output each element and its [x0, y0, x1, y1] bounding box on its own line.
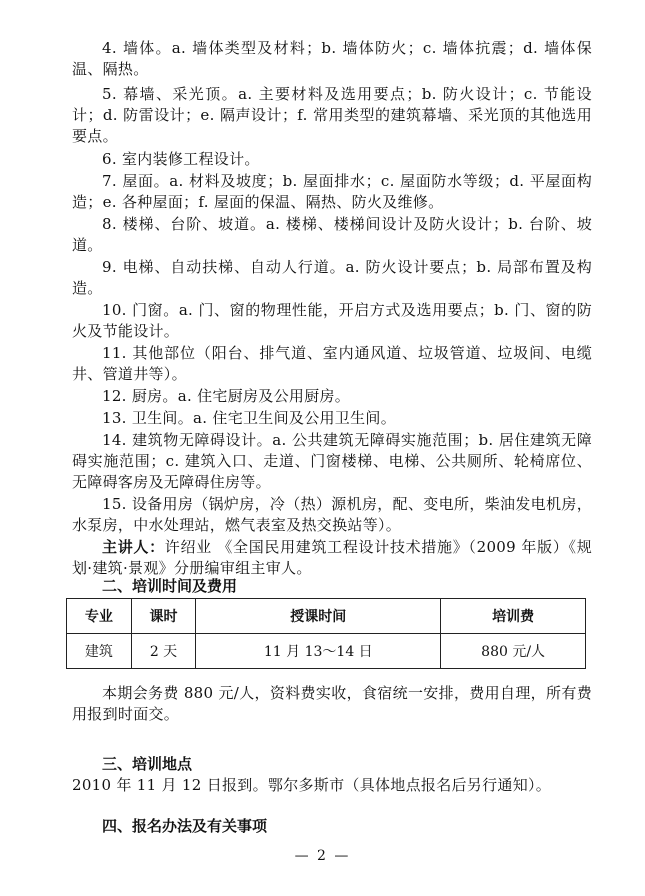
location-text: 2010 年 11 月 12 日报到。鄂尔多斯市（具体地点报名后另行通知）。: [72, 776, 552, 794]
cell-hours: 2 天: [131, 634, 196, 669]
fee-note: 本期会务费 880 元/人，资料费实收，食宿统一安排，费用自理，所有费用报到时面交。: [72, 684, 592, 723]
list-item-6: 6. 室内装修工程设计。: [102, 150, 260, 168]
list-item-15: 15. 设备用房（锅炉房，冷（热）源机房，配、变电所，柴油发电机房，水泵房，中水处理站，燃气表室及热交换站等）。: [72, 495, 592, 534]
page-number: — 2 —: [294, 848, 351, 864]
table-row: [67, 634, 586, 669]
section-heading-4: 四、报名办法及有关事项: [102, 817, 268, 835]
list-item-9: 9. 电梯、自动扶梯、自动人行道。a. 防火设计要点；b. 局部布置及构造。: [72, 258, 592, 297]
fee-table: [66, 598, 586, 669]
list-item-7: 7. 屋面。a. 材料及坡度；b. 屋面排水；c. 屋面防水等级；d. 平屋面构造；e. 各种屋面；f. 屋面的保温、隔热、防火及维修。: [72, 172, 592, 211]
list-item-11: 11. 其他部位（阳台、排气道、室内通风道、垃圾管道、垃圾间、电缆井、管道井等）。: [72, 344, 592, 383]
header-hours: 课时: [131, 599, 196, 634]
lecturer-text: 许绍业 《全国民用建筑工程设计技术措施》（2009 年版）《规划·建筑·景观》分册编审组主审人。: [72, 538, 593, 577]
header-fee: 培训费: [441, 599, 586, 634]
list-item-10: 10. 门窗。a. 门、窗的物理性能，开启方式及选用要点；b. 门、窗的防火及节能设计。: [72, 301, 592, 340]
list-item-13: 13. 卫生间。a. 住宅卫生间及公用卫生间。: [102, 409, 397, 427]
list-item-14: 14. 建筑物无障碍设计。a. 公共建筑无障碍实施范围；b. 居住建筑无障碍实施范围；c. 建筑入口、走道、门窗楼梯、电梯、公共厕所、轮椅席位、无障碍客房及无障碍住房等。: [72, 431, 592, 491]
cell-major: 建筑: [67, 634, 132, 669]
table-header-row: [67, 599, 586, 634]
list-item-12: 12. 厨房。a. 住宅厨房及公用厨房。: [102, 387, 351, 405]
lecturer-paragraph: [72, 537, 592, 579]
header-schedule: 授课时间: [196, 599, 441, 634]
section-heading-3: 三、培训地点: [102, 755, 193, 773]
lecturer-label: 主讲人：: [102, 538, 165, 556]
list-item-5: 5. 幕墙、采光顶。a. 主要材料及选用要点；b. 防火设计；c. 节能设计；d. 防雷设计；e. 隔声设计；f. 常用类型的建筑幕墙、采光顶的其他选用要点。: [72, 85, 592, 145]
section-heading-2: 二、培训时间及费用: [102, 577, 238, 595]
cell-fee: 880 元/人: [441, 634, 586, 669]
list-item-8: 8. 楼梯、台阶、坡道。a. 楼梯、楼梯间设计及防火设计；b. 台阶、坡道。: [72, 215, 592, 254]
list-item-4: 4. 墙体。a. 墙体类型及材料；b. 墙体防火；c. 墙体抗震；d. 墙体保温、隔热。: [72, 39, 592, 78]
cell-schedule: 11 月 13～14 日: [196, 634, 441, 669]
header-major: 专业: [67, 599, 132, 634]
